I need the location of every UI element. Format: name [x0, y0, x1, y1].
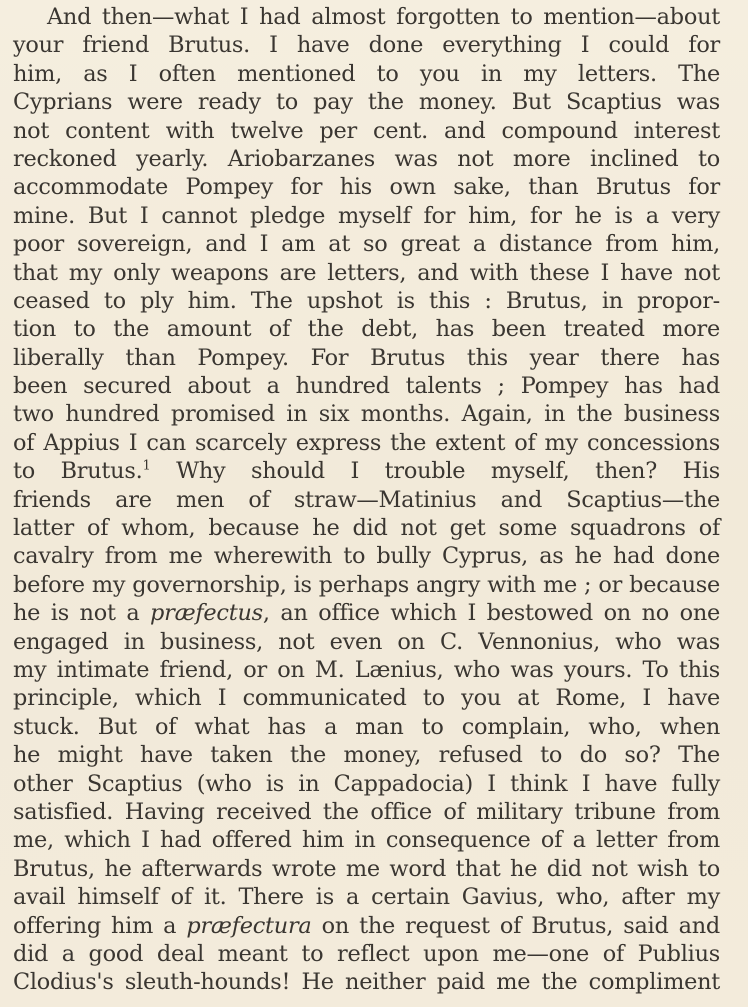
text-segment: of Appius I can scarcely express the extent of my concessions: [13, 429, 720, 456]
text-line: [13, 3, 720, 31]
text-line: [13, 287, 720, 315]
text-line: [13, 315, 720, 343]
text-line: [13, 684, 720, 712]
text-segment: friends are men of straw—Matinius and Scaptius—the: [13, 486, 720, 513]
text-line: [13, 60, 720, 88]
text-line: [13, 400, 720, 428]
text-line: [13, 117, 720, 145]
italic-term: præfectura: [186, 912, 312, 939]
text-line: [13, 741, 720, 769]
text-line: [13, 514, 720, 542]
text-segment: mine. But I cannot pledge myself for him, for he is a very: [13, 202, 720, 229]
text-line: [13, 202, 720, 230]
text-segment: Clodius's sleuth-hounds! He neither paid me the compliment: [13, 969, 720, 996]
text-line: [13, 571, 720, 599]
text-segment: accommodate Pompey for his own sake, than Brutus for: [13, 174, 720, 201]
text-line: [13, 372, 720, 400]
text-line: [13, 230, 720, 258]
text-segment: two hundred promised in six months. Again, in the business: [13, 401, 720, 428]
text-segment: been secured about a hundred talents ; Pompey has had: [13, 373, 720, 400]
text-segment: And then—what I had almost forgotten to mention—about: [47, 4, 720, 30]
body-text: [13, 3, 720, 997]
text-segment: to Brutus.: [13, 458, 143, 485]
text-line: [13, 770, 720, 798]
text-segment: tion to the amount of the debt, has been treated more: [13, 316, 720, 343]
text-line: [13, 259, 720, 287]
text-line: [13, 31, 720, 59]
text-line: [13, 88, 720, 116]
text-segment: Cyprians were ready to pay the money. But Scaptius was: [13, 89, 720, 116]
text-line: [13, 713, 720, 741]
text-line: [13, 855, 720, 883]
text-line: [13, 542, 720, 570]
text-segment: on the request of Brutus, said and: [311, 912, 720, 939]
text-line: [13, 145, 720, 173]
text-line: [13, 457, 720, 485]
text-line: [13, 173, 720, 201]
text-segment: stuck. But of what has a man to complain, who, when: [13, 713, 720, 740]
text-segment: your friend Brutus. I have done everything I could for: [13, 32, 720, 59]
text-line: [13, 968, 720, 996]
text-segment: , an office which I bestowed on no one: [262, 600, 721, 627]
text-segment: cavalry from me wherewith to bully Cyprus, as he had done: [13, 543, 720, 570]
italic-term: præfectus: [150, 600, 263, 627]
text-line: [13, 912, 720, 940]
text-line: [13, 628, 720, 656]
text-segment: did a good deal meant to reflect upon me—one of Publius: [13, 940, 720, 967]
text-segment: poor sovereign, and I am at so great a distance from him,: [13, 231, 720, 258]
text-segment: me, which I had offered him in consequence of a letter from: [13, 827, 720, 854]
text-segment: Brutus, he afterwards wrote me word that he did not wish to: [13, 855, 720, 882]
text-segment: that my only weapons are letters, and with these I have not: [13, 259, 720, 286]
text-segment: liberally than Pompey. For Brutus this year there has: [13, 344, 720, 371]
text-segment: my intimate friend, or on M. Lænius, who was yours. To this: [13, 656, 720, 683]
text-segment: he is not a: [13, 600, 151, 627]
text-line: [13, 883, 720, 911]
text-line: [13, 656, 720, 684]
text-segment: principle, which I communicated to you at Rome, I have: [13, 685, 720, 712]
text-segment: engaged in business, not even on C. Vennonius, who was: [13, 628, 720, 655]
footnote-marker: 1: [142, 458, 151, 474]
text-segment: latter of whom, because he did not get some squadrons of: [13, 515, 720, 542]
text-segment: avail himself of it. There is a certain Gavius, who, after my: [13, 884, 720, 911]
text-segment: he might have taken the money, refused to do so? The: [13, 742, 720, 769]
text-line: [13, 940, 720, 968]
text-segment: not content with twelve per cent. and compound interest: [13, 117, 720, 144]
text-segment: satisfied. Having received the office of military tribune from: [13, 798, 720, 825]
text-segment: Why should I trouble myself, then? His: [150, 458, 720, 485]
text-line: [13, 798, 720, 826]
text-segment: ceased to ply him. The upshot is this : Brutus, in propor-: [13, 287, 720, 314]
text-segment: reckoned yearly. Ariobarzanes was not more inclined to: [13, 145, 720, 172]
text-line: [13, 344, 720, 372]
text-line: [13, 599, 720, 627]
text-segment: him, as I often mentioned to you in my letters. The: [13, 60, 720, 87]
text-line: [13, 486, 720, 514]
text-segment: before my governorship, is perhaps angry with me ; or because: [13, 571, 720, 598]
text-line: [13, 826, 720, 854]
text-line: [13, 429, 720, 457]
text-segment: offering him a: [13, 912, 187, 939]
text-segment: other Scaptius (who is in Cappadocia) I think I have fully: [13, 770, 720, 797]
